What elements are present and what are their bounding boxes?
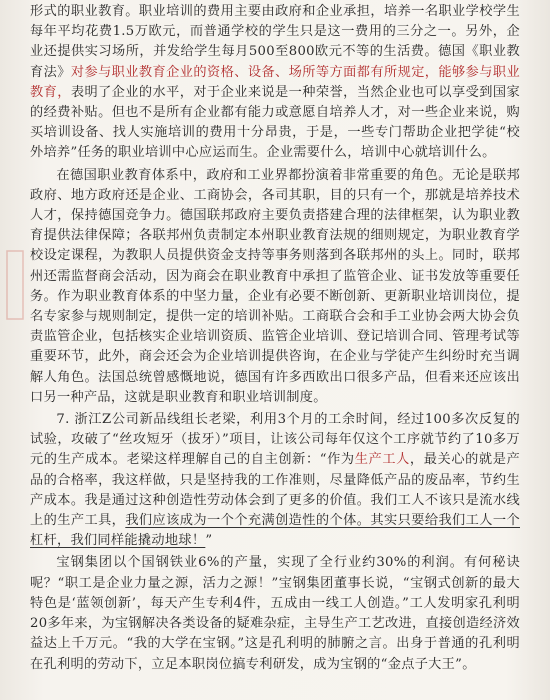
text-segment: 7. 浙江Z公司新品线组长老梁，利用3个月的工余时间，经过100多次反复的试验，攻破了“丝攻短牙（拔牙）”项目，让该公司每年仅这个工序就节约了10多万元的生产成本。老梁这样理解自己的自主创新：“作为 <box>30 412 520 468</box>
text-segment: 宝钢集团以个国钢铁业6%的产量，实现了全行业约30%的利润。有何秘诀呢？“职工是企业力量之源，活力之源！”宝钢集团董事长说，“宝钢式创新的最大特色是‘蓝领创新’，每天产生专利4件，五成由一线工人创造。”工人发明家孔利明20多年来，为宝钢解决各类设备的疑难杂症，主导生产工艺改进，直接创造经济效益达上千万元。“我的大学在宝钢。”这是孔利明的肺腑之言。出身于普通的孔利明在孔利明的劳动下，立足本职岗位搞专利研发，成为宝钢的“金点子大王”。 <box>30 555 520 672</box>
text-segment: 形式的职业教育。职业培训的费用主要由政府和企业承担，培养一名职业学校学生每年平均花费1.5万欧元，而普通学校的学生只是这一费用的三分之一。另外，企业还提供实习场所，并发给学生每月500至800欧元不等的生活费。德国《职业教育法》 <box>30 4 520 80</box>
text-segment: 表明了企业的水平，对于企业来说是一种荣誉，当然企业也可以享受到国家的经费补贴。但也不是所有企业都有能力或意愿自培养人才，对一些企业来说，购买培训设备、找人实施培训的费用十分昂贵，于是，一些专门帮助企业把学徒“校外培养”任务的职业培训中心应运而生。企业需要什么，培训中心就培训什么。 <box>30 84 520 161</box>
paragraph-p3 <box>30 410 520 551</box>
document-body <box>30 2 520 675</box>
text-segment: 我们应该成为一个个充满创造性的个体。其实只要给我们工人一个杠杆，我们同样能撬动地球！ <box>30 513 520 549</box>
text-segment: ，最关心的就是产品的合格率，我这样做，只是坚持我的工作准则，尽量降低产品的废品率，节约生产成本。我是通过这种创造性劳动体会到了更多的价值。我们工人不该只是流水线上的生产工具， <box>30 452 520 529</box>
paragraph-p2 <box>30 166 520 408</box>
text-segment: ” <box>205 533 213 549</box>
text-segment: 在德国职业教育体系中，政府和工业界都扮演着非常重要的角色。无论是联邦政府、地方政府还是企业、工商协会，各司其职，目的只有一个，那就是培养技术人才，保持德国竞争力。德国联邦政府主要负责搭建合理的法律框架，认为职业教育提供法律保障；各联邦州负责制定本州职业教育法规的细则规定，为职业教育学校设定课程，为教职人员提供资金支持等事务则落到各联邦州的头上。同时，联邦州还需监督商会活动，因为商会在职业教育中承担了监管企业、证书发放等重要任务。作为职业教育体系的中坚力量，企业有必要不断创新、更新职业培训岗位，提名专家参与规则制定，提供一定的培训补贴。工商联合会和手工业协会两大协会负责监管企业，包括核实企业培训资质、监管企业培训、登记培训合同、管理考试等重要环节，此外，商会还会为企业培训提供咨询，在企业与学徒产生纠纷时充当调解人角色。法国总统曾感慨地说，德国有许多西欧出口很多产品，但看来还应该出口另一种产品，这就是职业教育和职业培训制度。 <box>30 167 520 405</box>
text-segment: 对参与职业教育企业的资格、设备、场所等方面都有所规定，能够参与职业教育， <box>30 64 520 100</box>
faint-seal-watermark <box>6 250 24 320</box>
text-segment: 生产工人 <box>354 452 410 468</box>
paragraph-p4 <box>30 553 520 674</box>
paragraph-p1 <box>30 2 520 164</box>
